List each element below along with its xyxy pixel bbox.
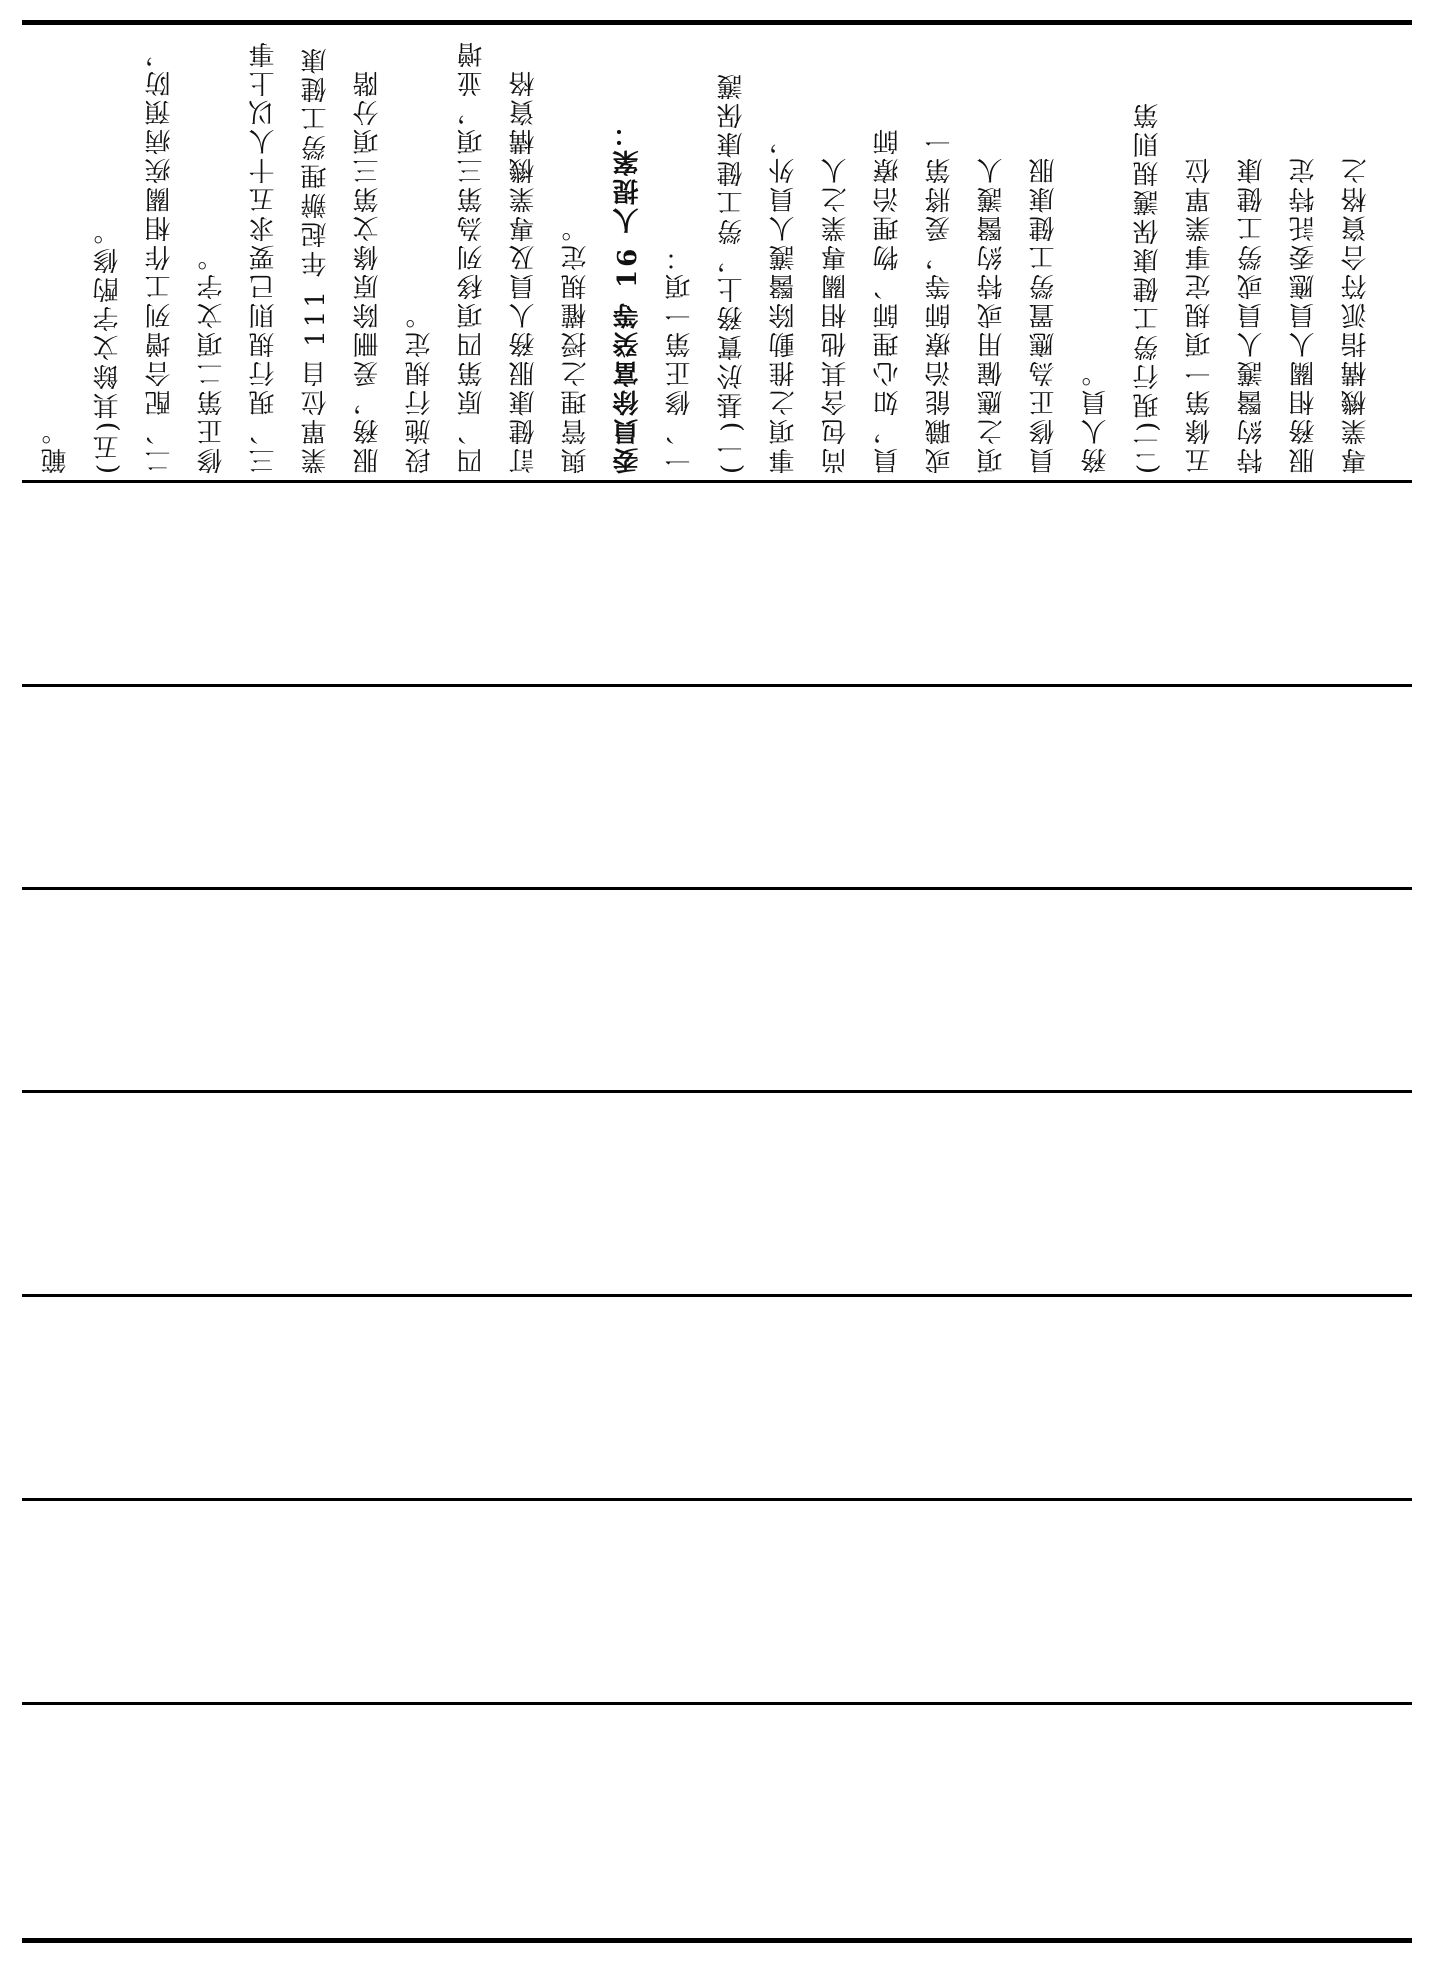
text-line: 修正第二項文字。 xyxy=(197,242,227,474)
row-divider xyxy=(22,684,1412,687)
row-divider xyxy=(22,480,1412,483)
row-divider xyxy=(22,887,1412,890)
proposal-heading: 委員徐富癸等 16 人提案： xyxy=(613,117,643,474)
bottom-border xyxy=(22,1938,1412,1943)
row-divider xyxy=(22,1702,1412,1705)
rotated-text-block xyxy=(30,28,1406,474)
text-line: 五條第一項規定事業單位 xyxy=(1185,155,1215,474)
text-line: 業單位自 111 年起辦理勞工健康 xyxy=(301,44,331,474)
text-line: 專業機構指派符合資格之 xyxy=(1341,155,1371,474)
text-line: 範。 xyxy=(41,416,71,474)
text-line: 務人員。 xyxy=(1081,358,1111,474)
text-line: 二、配合增列工作相關疾病預防， xyxy=(145,39,175,474)
text-line: 員修正為應置勞工健康服 xyxy=(1029,155,1059,474)
text-line: 事項之推動除醫護人員外， xyxy=(769,126,799,474)
row-divider xyxy=(22,1294,1412,1297)
text-line: 項之應僱用或特約醫護人 xyxy=(977,155,1007,474)
text-line: 一、修正第一項： xyxy=(665,242,695,474)
top-border xyxy=(22,20,1412,25)
text-line: 訂健康服務人員及專業機構資格 xyxy=(509,68,539,474)
text-line: (二)現行勞工健康保護規則第 xyxy=(1133,99,1163,474)
text-line: 尚包含其他相關專業之人 xyxy=(821,155,851,474)
text-line: 三、現行規則已要求五十人以上事 xyxy=(249,39,279,474)
text-line: (五)其餘文字酌修。 xyxy=(93,215,123,474)
text-line: 四、原第四項移列為第三項，並增 xyxy=(457,39,487,474)
text-line: 或職能治療師等，爰將第一 xyxy=(925,126,955,474)
text-line: 段施行規定。 xyxy=(405,300,435,474)
text-line: (一)基於實務上，勞工健康保護 xyxy=(717,70,747,474)
text-line: 與管理之授權規定。 xyxy=(561,213,591,474)
text-line: 特約醫護人員或勞工健康 xyxy=(1237,155,1267,474)
text-line: 員，如心理師、物理治療師 xyxy=(873,126,903,474)
row-divider xyxy=(22,1498,1412,1501)
row-divider xyxy=(22,1090,1412,1093)
text-line: 服務，爰刪除原條文第三項分階 xyxy=(353,68,383,474)
text-line: 服務相關人員應委託特定 xyxy=(1289,155,1319,474)
